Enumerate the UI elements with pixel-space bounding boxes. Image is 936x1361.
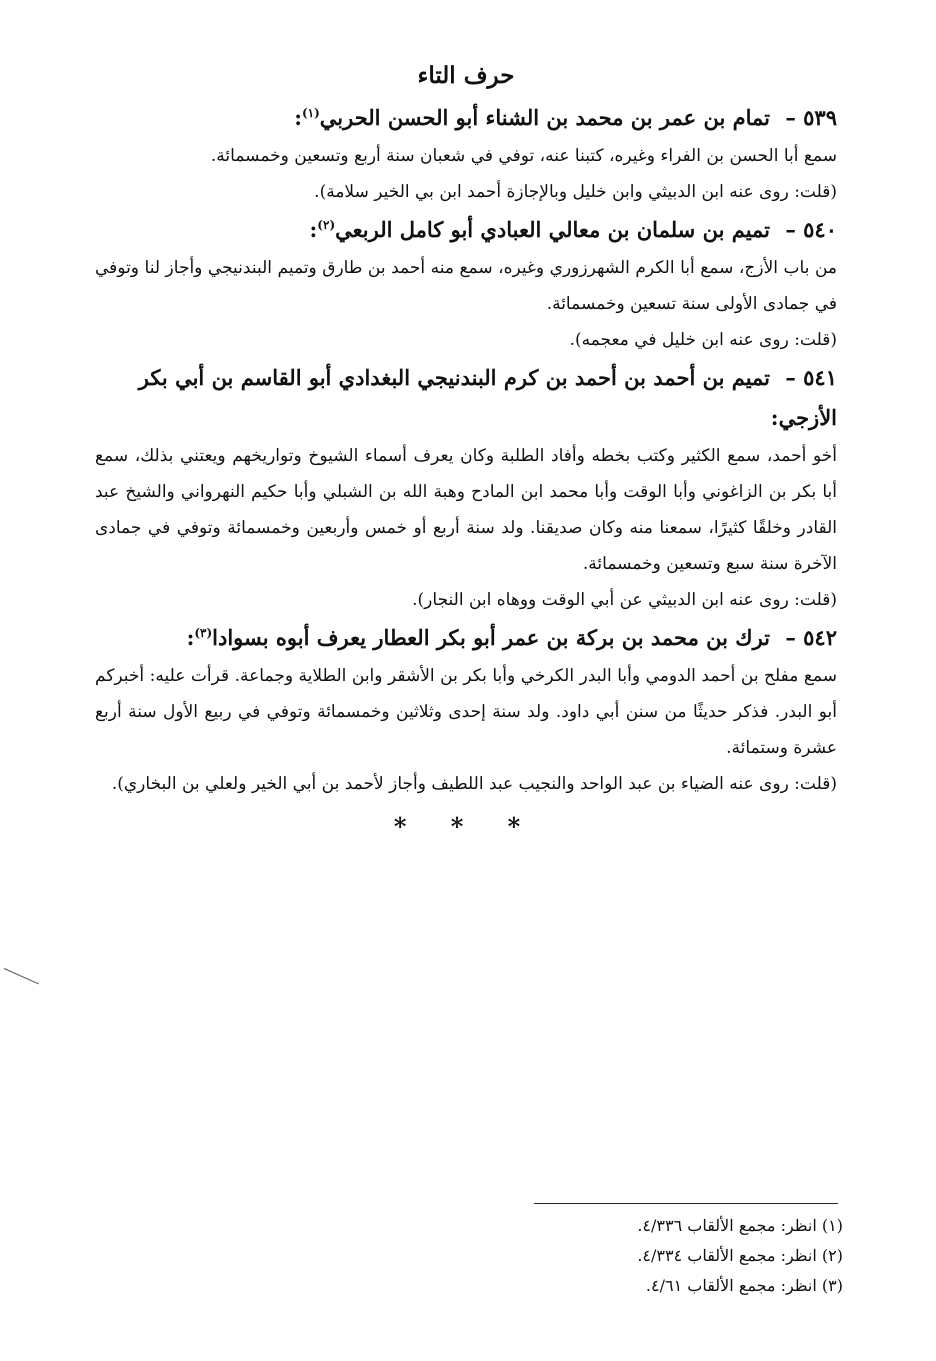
entry-note: (قلت: روى عنه الضياء بن عبد الواحد والنجيب عبد اللطيف وأجاز لأحمد بن أبي الخير ولعلي بن البخاري). [111,774,837,794]
heading-colon: : [186,625,195,650]
entry-heading [95,98,837,138]
entry-note: (قلت: روى عنه ابن الدبيثي وابن خليل وبالإجازة أحمد ابن بي الخير سلامة). [314,182,837,202]
entry-note: (قلت: روى عنه ابن الدبيثي عن أبي الوقت ووهاه ابن النجار). [412,590,837,610]
entry-name: تميم بن أحمد بن أحمد بن كرم البندنيجي البغدادي أبو القاسم بن أبي بكر الأزجي [138,365,837,430]
entry-paragraph: سمع أبا الحسن بن الفراء وغيره، كتبنا عنه، توفي في شعبان سنة أربع وتسعين وخمسمائة. [210,146,837,166]
entry-heading [95,358,837,438]
entry-number: ٥٣٩ – [785,105,837,130]
entry-name: ترك بن محمد بن بركة بن عمر أبو بكر العطار يعرف أبوه بسوادا [212,625,771,650]
footnote-ref[interactable]: (٣) [194,626,213,640]
footnote-3: (٣) انظر: مجمع الألقاب ٤/٦١. [645,1276,843,1295]
entry-heading [95,210,837,250]
entry-paragraph: أخو أحمد، سمع الكثير وكتب بخطه وأفاد الطلبة وكان يعرف أسماء الشيوخ وتواريخهم ويعتني بذلك، سمع أبا بكر بن الزاغوني وأبا الوقت وأبا محمد ابن المادح وهبة الله بن الشبلي وأبا حكيم النهرواني والشيخ عبد القادر وخلقًا كثيرًا، سمعنا منه وكان صديقنا. ولد سنة أربع أو خمس وأربعين وخمسمائة وتوفي في جمادى الآخرة سنة سبع وتسعين وخمسمائة. [95,446,837,574]
entry-paragraph: من باب الأزج، سمع أبا الكرم الشهرزوري وغيره، سمع منه أحمد بن طارق وتميم البندنيجي وأجاز لنا وتوفي في جمادى الأولى سنة تسعين وخمسمائة. [95,258,837,314]
entry-540 [95,210,837,358]
section-separator: * * * [393,812,539,841]
entry-542 [95,618,837,802]
entry-paragraph: سمع مفلح بن أحمد الدومي وأبا البدر الكرخي وأبا بكر بن الأشقر وابن الطلاية وجماعة. قرأت عليه: أخبركم أبو البدر. فذكر حديثًا من سنن أبي داود. ولد سنة إحدى وثلاثين وخمسمائة وتوفي في ربيع الأول سنة أربع عشرة وستمائة. [95,666,837,758]
entry-name: تمام بن عمر بن محمد بن الشناء أبو الحسن الحربي [319,105,771,130]
footnote-1: (١) انظر: مجمع الألقاب ٤/٣٣٦. [637,1216,843,1235]
entry-539 [95,98,837,210]
page-title: حرف التاء [417,62,515,89]
entry-note: (قلت: روى عنه ابن خليل في معجمه). [569,330,837,350]
entry-heading [95,618,837,658]
heading-colon: : [309,217,318,242]
entry-name: تميم بن سلمان بن معالي العبادي أبو كامل الربعي [335,217,771,242]
entry-number: ٥٤٢ – [785,625,837,650]
heading-colon: : [770,405,779,430]
heading-colon: : [294,105,302,130]
entry-541 [95,358,837,618]
footnote-ref[interactable]: (١) [301,106,320,120]
footnote-divider [534,1203,838,1204]
entry-number: ٥٤١ – [785,365,837,390]
footnote-2: (٢) انظر: مجمع الألقاب ٤/٣٣٤. [637,1246,843,1265]
entry-number: ٥٤٠ – [785,217,837,242]
footnote-list [637,1211,843,1301]
page-body [95,58,837,841]
scan-artifact-line [4,968,39,984]
footnote-ref[interactable]: (٢) [317,218,336,232]
